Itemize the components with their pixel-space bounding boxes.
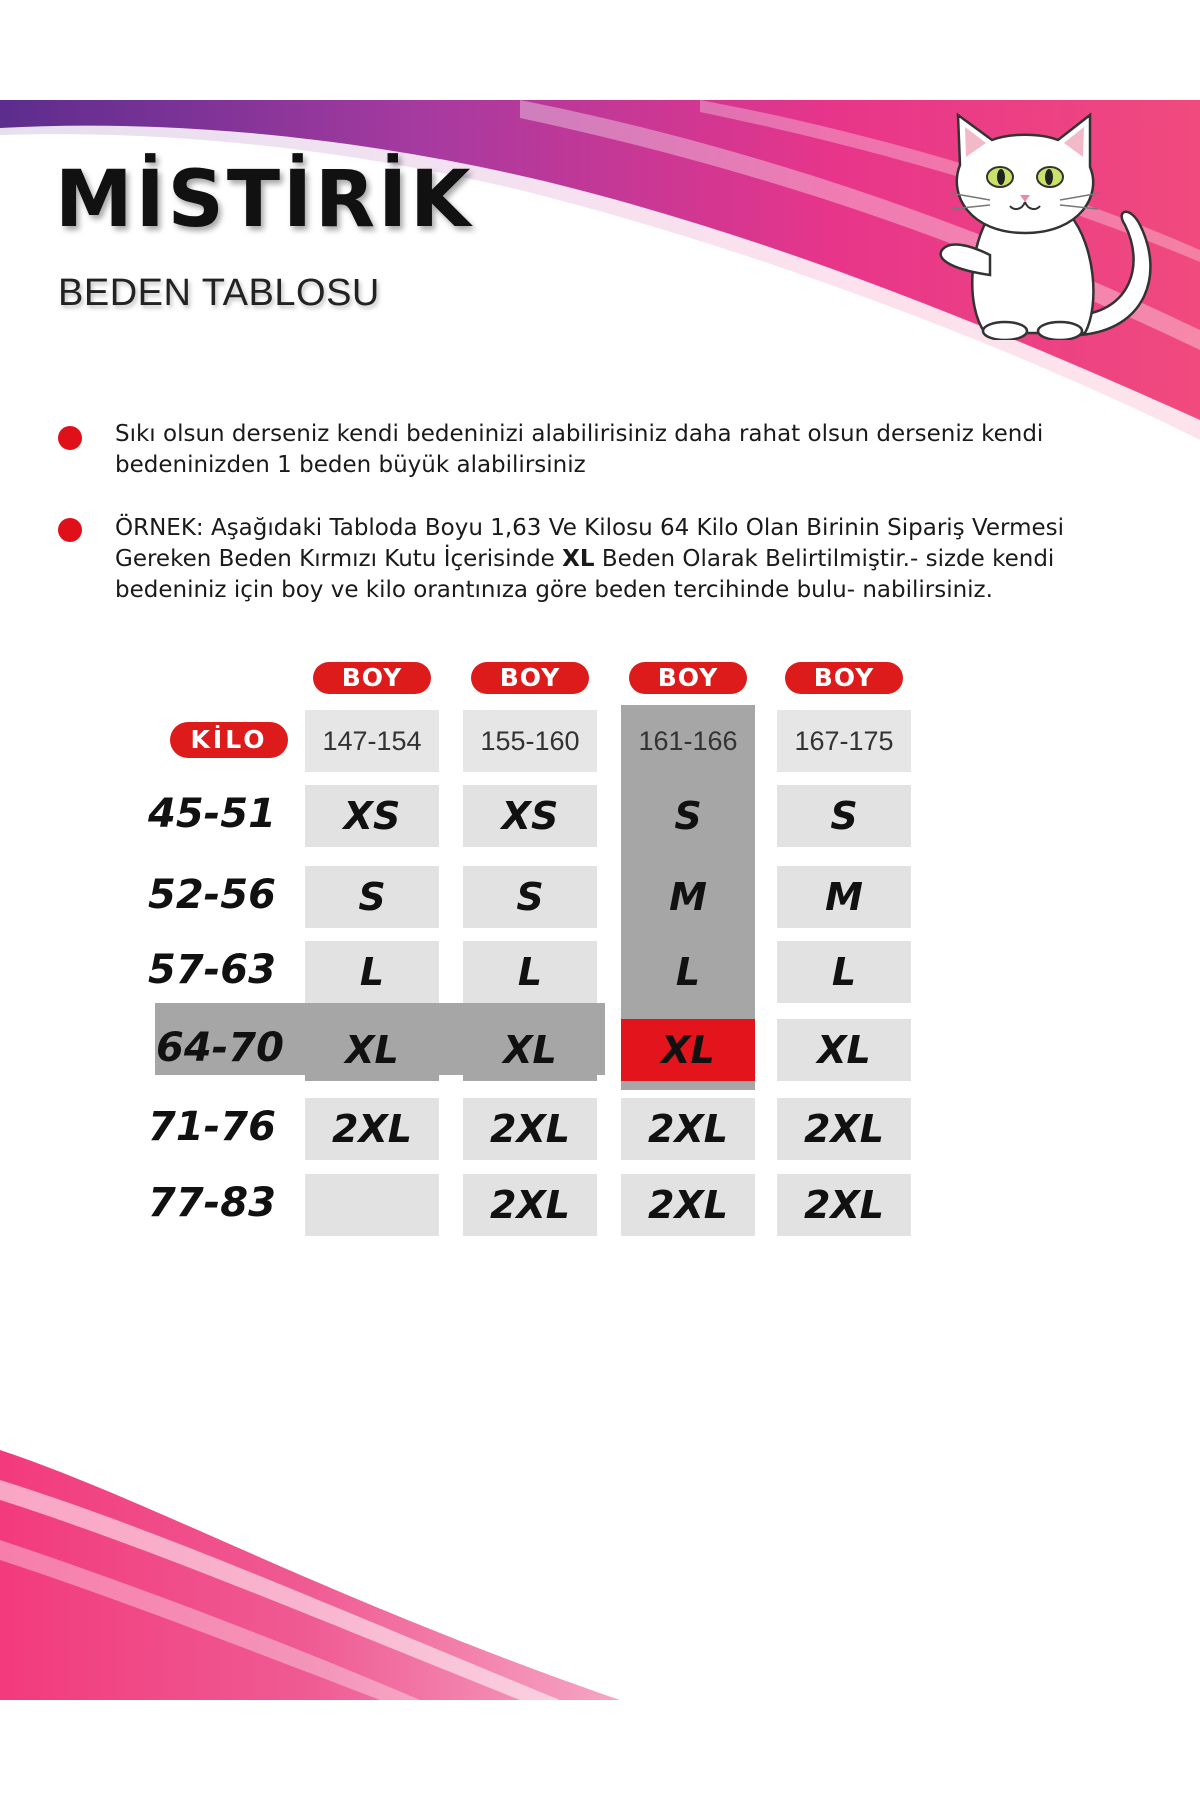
size-cell: L bbox=[463, 941, 597, 1003]
boy-badge: BOY bbox=[471, 662, 589, 694]
size-cell: L bbox=[305, 941, 439, 1003]
size-cell: M bbox=[777, 866, 911, 928]
size-cell: XL bbox=[463, 1019, 597, 1081]
note-tight-fit: Sıkı olsun derseniz kendi bedeninizi alabilirisiniz daha rahat olsun derseniz kendi bedeninizden 1 beden büyük alabilirsiniz bbox=[115, 421, 1044, 478]
size-cell: XL bbox=[621, 1019, 755, 1081]
size-cell: 2XL bbox=[463, 1174, 597, 1236]
size-cell: XL bbox=[305, 1019, 439, 1081]
size-cell: M bbox=[621, 866, 755, 928]
note-example-text: ÖRNEK: Aşağıdaki Tabloda Boyu 1,63 Ve Kilosu 64 Kilo Olan Birinin Sipariş Vermesi Gereken Beden Kırmızı Kutu İçerisinde bbox=[115, 515, 1065, 572]
size-cell bbox=[305, 1174, 439, 1236]
weight-range: 57-63 bbox=[148, 947, 276, 993]
brand-title: MİSTİRİK bbox=[55, 155, 474, 245]
size-cell: S bbox=[777, 785, 911, 847]
weight-range: 45-51 bbox=[148, 791, 276, 837]
size-cell: 2XL bbox=[621, 1174, 755, 1236]
size-cell: 2XL bbox=[777, 1174, 911, 1236]
height-range: 161-166 bbox=[621, 710, 755, 772]
boy-badge: BOY bbox=[785, 662, 903, 694]
size-cell: S bbox=[305, 866, 439, 928]
note-example-text-end: Beden Olarak Belirtilmiştir.- sizde kendi bedeniniz için boy ve kilo orantınıza göre beden tercihinde bulu- nabilirsiniz. bbox=[115, 546, 1055, 603]
size-cell: L bbox=[777, 941, 911, 1003]
size-cell: S bbox=[621, 785, 755, 847]
size-cell: 2XL bbox=[305, 1098, 439, 1160]
bullet-icon bbox=[58, 518, 82, 542]
boy-badge: BOY bbox=[313, 662, 431, 694]
page-subtitle: BEDEN TABLOSU bbox=[58, 272, 380, 314]
size-cell: L bbox=[621, 941, 755, 1003]
size-cell: XL bbox=[777, 1019, 911, 1081]
weight-range: 71-76 bbox=[148, 1104, 276, 1150]
size-cell: 2XL bbox=[621, 1098, 755, 1160]
weight-range: 77-83 bbox=[148, 1180, 276, 1226]
bullet-icon bbox=[58, 426, 82, 450]
weight-range: 52-56 bbox=[148, 872, 276, 918]
size-cell: 2XL bbox=[463, 1098, 597, 1160]
size-cell: XS bbox=[305, 785, 439, 847]
note-example-size: XL bbox=[562, 546, 595, 572]
white-cat-icon bbox=[930, 105, 1160, 340]
size-cell: S bbox=[463, 866, 597, 928]
note-example bbox=[115, 513, 1125, 606]
size-cell: 2XL bbox=[777, 1098, 911, 1160]
size-cell: XS bbox=[463, 785, 597, 847]
height-range: 167-175 bbox=[777, 710, 911, 772]
kilo-badge: KİLO bbox=[170, 722, 288, 758]
height-range: 147-154 bbox=[305, 710, 439, 772]
height-range: 155-160 bbox=[463, 710, 597, 772]
weight-range: 64-70 bbox=[156, 1025, 284, 1071]
boy-badge: BOY bbox=[629, 662, 747, 694]
